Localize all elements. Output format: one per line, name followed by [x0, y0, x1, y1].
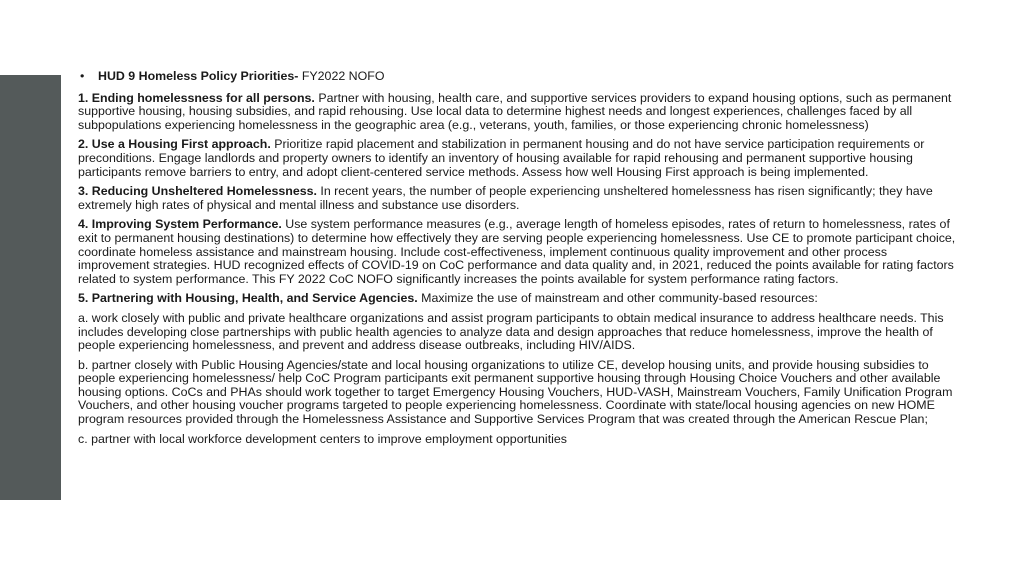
heading-rest: FY2022 NOFO	[298, 69, 385, 83]
priority-2-text: Prioritize rapid placement and stabilization in permanent housing and do not have service participation requirements or preconditions. Engage landlords and property owners to identify an inventory of housing available for rapid rehousing and permanent supportive housing participants remove barriers to entry, and adopt client-centered service methods. Assess how well Housing First approach is being implemented.	[78, 137, 925, 179]
priority-1-text: Partner with housing, health care, and supportive services providers to expand housing options, such as permanent supportive housing, housing subsidies, and rapid rehousing. Use local data to determine highest needs and longest experiences, challenges faced by all subpopulations experiencing homelessness in the geographic area (e.g., veterans, youth, families, or those experiencing chronic homelessness)	[78, 90, 952, 132]
side-accent-bar	[0, 75, 61, 500]
priority-3-title: 3. Reducing Unsheltered Homelessness.	[78, 184, 317, 199]
sub-item-b-text: b. partner closely with Public Housing Agencies/state and local housing organizations to utilize CE, develop housing units, and provide housing subsidies to people experiencing homelessness/ help CoC Program participants exit permanent supportive housing through Housing Choice Vouchers and other available housing options. CoCs and PHAs should work together to target Emergency Housing Vouchers, HUD-VASH, Mainstream Vouchers, Family Unification Program Vouchers, and other housing voucher programs targeted to people experiencing homelessness. Coordinate with state/local housing agencies on new HOME program resources provided through the Homelessness Assistance and Supportive Services Program that was created through the American Rescue Plan;	[78, 357, 953, 427]
sub-item-a	[78, 312, 958, 353]
slide-content	[78, 70, 958, 452]
sub-item-a-text: a. work closely with public and private healthcare organizations and assist program participants to obtain medical insurance to address healthcare needs. This includes developing close partnerships with public health agencies to analyze data and design approaches that reduce homelessness, improve the health of people experiencing homelessness, and prevent and address disease outbreaks, including HIV/AIDS.	[78, 310, 944, 353]
priority-3-text: In recent years, the number of people experiencing unsheltered homelessness has risen significantly; they have extremely high rates of physical and mental illness and substance use disorders.	[78, 184, 933, 212]
heading-bold: HUD 9 Homeless Policy Priorities-	[98, 69, 299, 83]
sub-item-c	[78, 433, 958, 447]
priority-5	[78, 292, 958, 306]
priority-4-title: 4. Improving System Performance.	[78, 217, 282, 232]
priority-5-title: 5. Partnering with Housing, Health, and Service Agencies.	[78, 291, 418, 306]
priority-5-text: Maximize the use of mainstream and other community-based resources:	[417, 291, 818, 306]
slide-heading	[78, 70, 958, 84]
sub-item-b	[78, 359, 958, 427]
sub-item-c-text: c. partner with local workforce development centers to improve employment opportunities	[78, 431, 567, 446]
priority-2-title: 2. Use a Housing First approach.	[78, 137, 271, 152]
priority-1-title: 1. Ending homelessness for all persons.	[78, 90, 315, 105]
bullet: •	[80, 69, 85, 83]
priority-3	[78, 185, 958, 212]
priority-4-text: Use system performance measures (e.g., average length of homeless episodes, rates of return to homelessness, rates of exit to permanent housing destinations) to determine how effectively they are serving people experiencing homelessness. Use CE to promote participant choice, coordinate homeless assistance and mainstream housing. Include cost-effectiveness, implement continuous quality improvement and other process improvement strategies. HUD recognized effects of COVID-19 on CoC performance and data quality and, in 2021, reduced the points available for rating factors related to system performance. This FY 2022 CoC NOFO significantly increases the points available for system performance rating factors.	[78, 217, 956, 286]
priority-2	[78, 138, 958, 179]
priority-4	[78, 218, 958, 286]
priority-1	[78, 92, 958, 133]
